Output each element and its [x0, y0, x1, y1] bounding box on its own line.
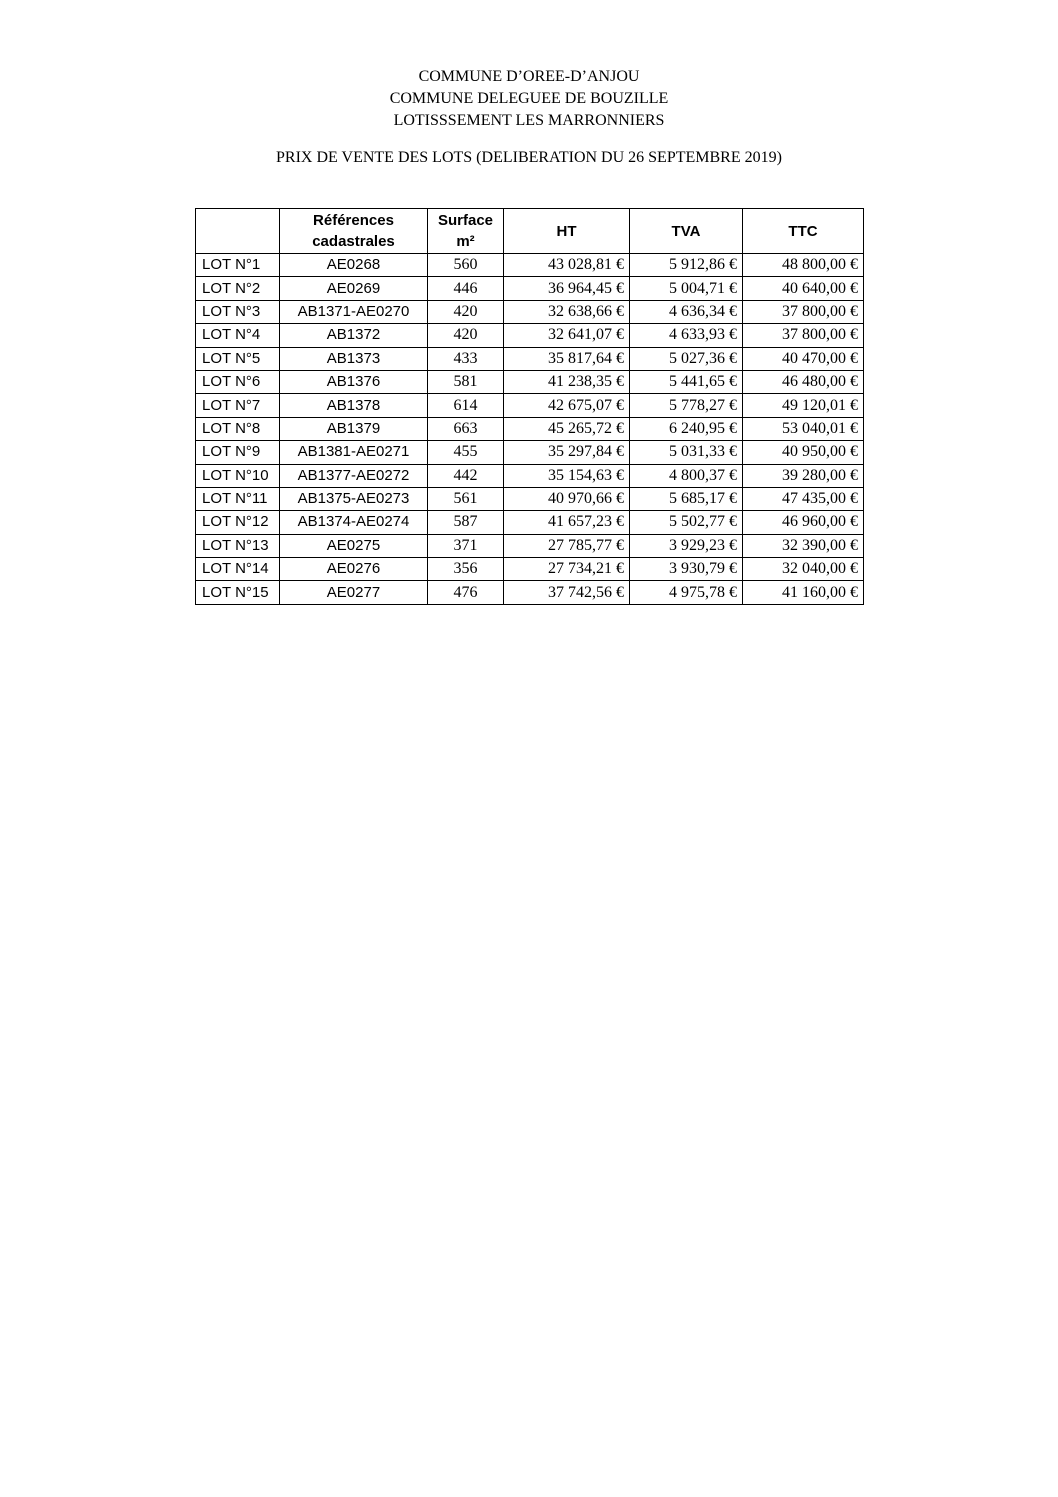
column-header-ttc: TTC — [743, 209, 864, 254]
column-header-references — [280, 209, 428, 254]
cell-ttc: 32 390,00 € — [743, 534, 864, 557]
cell-ht: 27 734,21 € — [504, 558, 630, 581]
cell-reference: AB1376 — [280, 370, 428, 393]
cell-tva: 4 975,78 € — [630, 581, 743, 604]
cell-reference: AE0269 — [280, 277, 428, 300]
cell-ttc: 40 470,00 € — [743, 347, 864, 370]
cell-surface: 446 — [428, 277, 504, 300]
cell-ttc: 47 435,00 € — [743, 487, 864, 510]
cell-reference: AB1374-AE0274 — [280, 511, 428, 534]
cell-ttc: 53 040,01 € — [743, 417, 864, 440]
table-row — [196, 534, 864, 557]
table-row — [196, 394, 864, 417]
table-row — [196, 277, 864, 300]
cell-tva: 5 441,65 € — [630, 370, 743, 393]
cell-surface: 442 — [428, 464, 504, 487]
column-header-references-line1: Références — [313, 212, 394, 229]
cell-ttc: 48 800,00 € — [743, 254, 864, 277]
table-row — [196, 487, 864, 510]
cell-ttc: 46 480,00 € — [743, 370, 864, 393]
table-row — [196, 441, 864, 464]
cell-lot: LOT N°3 — [196, 300, 280, 323]
cell-ht: 32 638,66 € — [504, 300, 630, 323]
cell-surface: 587 — [428, 511, 504, 534]
cell-reference: AE0275 — [280, 534, 428, 557]
cell-surface: 561 — [428, 487, 504, 510]
column-header-surface-line2: m² — [456, 233, 475, 250]
table-row — [196, 254, 864, 277]
cell-lot: LOT N°7 — [196, 394, 280, 417]
cell-tva: 5 031,33 € — [630, 441, 743, 464]
cell-ht: 35 154,63 € — [504, 464, 630, 487]
cell-surface: 614 — [428, 394, 504, 417]
lots-price-table — [195, 208, 864, 605]
cell-lot: LOT N°10 — [196, 464, 280, 487]
cell-ht: 35 817,64 € — [504, 347, 630, 370]
cell-ttc: 37 800,00 € — [743, 324, 864, 347]
cell-reference: AB1381-AE0271 — [280, 441, 428, 464]
cell-reference: AB1373 — [280, 347, 428, 370]
column-header-surface — [428, 209, 504, 254]
table-row — [196, 558, 864, 581]
header-commune-deleguee: COMMUNE DELEGUEE DE BOUZILLE — [389, 90, 669, 107]
table-body — [196, 254, 864, 605]
cell-lot: LOT N°4 — [196, 324, 280, 347]
column-header-ht: HT — [504, 209, 630, 254]
cell-surface: 356 — [428, 558, 504, 581]
cell-ht: 40 970,66 € — [504, 487, 630, 510]
cell-tva: 5 004,71 € — [630, 277, 743, 300]
cell-ht: 27 785,77 € — [504, 534, 630, 557]
cell-lot: LOT N°15 — [196, 581, 280, 604]
cell-reference: AE0268 — [280, 254, 428, 277]
cell-reference: AB1379 — [280, 417, 428, 440]
cell-ht: 41 657,23 € — [504, 511, 630, 534]
column-header-references-line2: cadastrales — [312, 233, 395, 250]
header-commune: COMMUNE D’OREE-D’ANJOU — [418, 68, 640, 85]
cell-tva: 4 800,37 € — [630, 464, 743, 487]
cell-surface: 663 — [428, 417, 504, 440]
cell-tva: 4 636,34 € — [630, 300, 743, 323]
cell-surface: 420 — [428, 324, 504, 347]
cell-reference: AB1378 — [280, 394, 428, 417]
cell-tva: 5 027,36 € — [630, 347, 743, 370]
cell-ttc: 46 960,00 € — [743, 511, 864, 534]
cell-ttc: 37 800,00 € — [743, 300, 864, 323]
document-subtitle: PRIX DE VENTE DES LOTS (DELIBERATION DU 26 SEPTEMBRE 2019) — [276, 149, 782, 166]
cell-ttc: 39 280,00 € — [743, 464, 864, 487]
table-row — [196, 347, 864, 370]
cell-ht: 43 028,81 € — [504, 254, 630, 277]
table-row — [196, 511, 864, 534]
cell-lot: LOT N°8 — [196, 417, 280, 440]
column-header-tva: TVA — [630, 209, 743, 254]
cell-tva: 5 778,27 € — [630, 394, 743, 417]
cell-surface: 433 — [428, 347, 504, 370]
cell-lot: LOT N°2 — [196, 277, 280, 300]
cell-ttc: 41 160,00 € — [743, 581, 864, 604]
table-row — [196, 370, 864, 393]
cell-tva: 6 240,95 € — [630, 417, 743, 440]
cell-tva: 5 685,17 € — [630, 487, 743, 510]
cell-ht: 45 265,72 € — [504, 417, 630, 440]
cell-lot: LOT N°6 — [196, 370, 280, 393]
cell-reference: AB1375-AE0273 — [280, 487, 428, 510]
cell-lot: LOT N°1 — [196, 254, 280, 277]
cell-reference: AE0276 — [280, 558, 428, 581]
document-header — [0, 66, 1058, 132]
table-header-row — [196, 209, 864, 254]
table-row — [196, 417, 864, 440]
cell-reference: AE0277 — [280, 581, 428, 604]
cell-surface: 476 — [428, 581, 504, 604]
cell-ht: 41 238,35 € — [504, 370, 630, 393]
cell-ht: 35 297,84 € — [504, 441, 630, 464]
column-header-surface-line1: Surface — [437, 212, 494, 229]
table-row — [196, 464, 864, 487]
cell-ht: 37 742,56 € — [504, 581, 630, 604]
cell-ht: 36 964,45 € — [504, 277, 630, 300]
cell-ht: 42 675,07 € — [504, 394, 630, 417]
cell-lot: LOT N°14 — [196, 558, 280, 581]
cell-lot: LOT N°13 — [196, 534, 280, 557]
cell-lot: LOT N°12 — [196, 511, 280, 534]
cell-ttc: 49 120,01 € — [743, 394, 864, 417]
table-row — [196, 324, 864, 347]
cell-tva: 5 502,77 € — [630, 511, 743, 534]
cell-tva: 3 930,79 € — [630, 558, 743, 581]
cell-lot: LOT N°5 — [196, 347, 280, 370]
cell-tva: 5 912,86 € — [630, 254, 743, 277]
cell-ttc: 40 640,00 € — [743, 277, 864, 300]
cell-surface: 581 — [428, 370, 504, 393]
cell-surface: 371 — [428, 534, 504, 557]
cell-reference: AB1371-AE0270 — [280, 300, 428, 323]
cell-lot: LOT N°11 — [196, 487, 280, 510]
cell-surface: 560 — [428, 254, 504, 277]
cell-ttc: 40 950,00 € — [743, 441, 864, 464]
table-row — [196, 300, 864, 323]
cell-surface: 420 — [428, 300, 504, 323]
cell-reference: AB1377-AE0272 — [280, 464, 428, 487]
cell-tva: 3 929,23 € — [630, 534, 743, 557]
header-lotissement: LOTISSSEMENT LES MARRONNIERS — [393, 112, 665, 129]
cell-lot: LOT N°9 — [196, 441, 280, 464]
cell-tva: 4 633,93 € — [630, 324, 743, 347]
cell-ttc: 32 040,00 € — [743, 558, 864, 581]
cell-surface: 455 — [428, 441, 504, 464]
cell-ht: 32 641,07 € — [504, 324, 630, 347]
cell-reference: AB1372 — [280, 324, 428, 347]
column-header-lot — [196, 209, 280, 254]
table-row — [196, 581, 864, 604]
